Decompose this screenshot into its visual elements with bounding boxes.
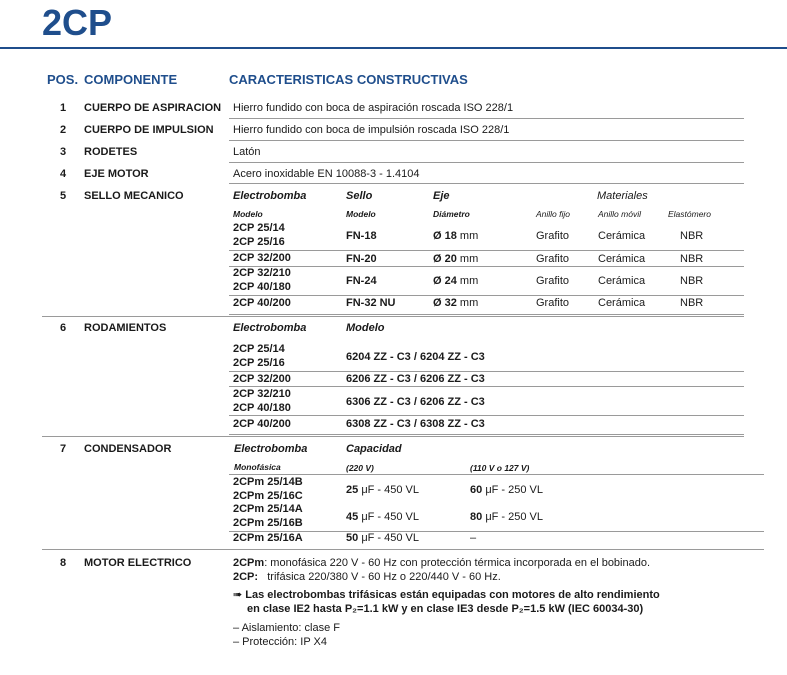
elastomero: NBR <box>680 230 704 242</box>
eje-diameter: Ø 20 <box>433 253 457 265</box>
header-capacidad: Capacidad <box>346 443 402 455</box>
model-name: 2CPm 25/16A <box>233 532 303 544</box>
unit: mm <box>459 230 479 242</box>
elastomero: NBR <box>680 275 704 287</box>
component-name: MOTOR ELECTRICO <box>84 557 192 569</box>
section-divider <box>229 314 744 315</box>
proteccion: – Protección: IP X4 <box>233 636 327 648</box>
row-divider <box>229 162 744 163</box>
motor-monofasica-line <box>233 557 650 569</box>
capacitance-220v: 25 <box>346 484 359 496</box>
capacitance-110v: – <box>470 532 477 544</box>
subheader-anillo-fijo: Anillo fijo <box>536 209 571 219</box>
subheader-elastomero: Elastómero <box>668 209 711 219</box>
header-electrobomba: Electrobomba <box>233 322 307 334</box>
bearing-model: 6308 ZZ - C3 / 6308 ZZ - C3 <box>346 418 485 430</box>
model-name: 2CP 40/200 <box>233 418 291 430</box>
sello-model: FN-24 <box>346 275 377 287</box>
row-number: 5 <box>60 190 67 202</box>
motor-trifasica-line <box>233 571 501 583</box>
unit: mm <box>459 253 479 265</box>
model-name: 2CPm 25/16B <box>233 517 303 529</box>
unit: μF - 450 VL <box>361 484 420 496</box>
header-materiales: Materiales <box>597 190 648 202</box>
subheader-monofasica: Monofásica <box>234 462 281 472</box>
model-name: 2CP 25/16 <box>233 357 285 369</box>
aislamiento: – Aislamiento: clase F <box>233 622 340 634</box>
subheader-modelo: Modelo <box>233 209 263 219</box>
row-number: 8 <box>60 557 67 569</box>
eje-diameter: Ø 32 <box>433 297 457 309</box>
model-name: 2CPm 25/16C <box>233 490 303 502</box>
model-name: 2CP 25/16 <box>233 236 285 248</box>
arrow-icon: ➠ <box>233 589 243 601</box>
row-number: 1 <box>60 102 67 114</box>
component-name: SELLO MECANICO <box>84 190 184 202</box>
unit: μF - 450 VL <box>361 532 420 544</box>
row-number: 3 <box>60 146 67 158</box>
section-divider <box>229 434 744 435</box>
header-sello: Sello <box>346 190 373 202</box>
anillo-movil: Cerámica <box>598 230 646 242</box>
motor-description: : monofásica 220 V - 60 Hz con protección térmica incorporada en el bobinado. <box>264 557 651 569</box>
section-divider <box>42 549 764 550</box>
component-name: EJE MOTOR <box>84 168 149 180</box>
row-divider <box>229 371 744 372</box>
row-divider <box>229 415 744 416</box>
anillo-fijo: Grafito <box>536 275 570 287</box>
component-name: CUERPO DE ASPIRACION <box>84 102 222 114</box>
subheader-diametro: Diámetro <box>433 209 470 219</box>
motor-note <box>233 588 660 602</box>
row-number: 4 <box>60 168 67 180</box>
capacitance-110v: 80 <box>470 511 483 523</box>
component-value: Hierro fundido con boca de aspiración roscada ISO 228/1 <box>233 102 514 114</box>
header-electrobomba: Electrobomba <box>234 443 308 455</box>
header-pos: POS. <box>47 72 79 87</box>
sello-model: FN-20 <box>346 253 377 265</box>
motor-type-label: 2CP: <box>233 571 259 583</box>
component-name: CONDENSADOR <box>84 443 172 455</box>
bearing-model: 6204 ZZ - C3 / 6204 ZZ - C3 <box>346 351 485 363</box>
row-divider <box>229 183 744 184</box>
component-name: RODAMIENTOS <box>84 322 167 334</box>
component-value: Hierro fundido con boca de impulsión roscada ISO 228/1 <box>233 124 510 136</box>
row-divider <box>229 250 744 251</box>
capacitance-110v: 60 <box>470 484 483 496</box>
elastomero: NBR <box>680 297 704 309</box>
anillo-fijo: Grafito <box>536 297 570 309</box>
unit: μF - 250 VL <box>485 511 544 523</box>
capacitance-220v: 50 <box>346 532 359 544</box>
subheader-110v: (110 V o 127 V) <box>470 463 530 473</box>
header-modelo: Modelo <box>346 322 385 334</box>
row-number: 2 <box>60 124 67 136</box>
row-divider <box>229 118 744 119</box>
row-divider <box>229 386 744 387</box>
sello-model: FN-18 <box>346 230 377 242</box>
unit: μF - 250 VL <box>485 484 544 496</box>
motor-type-label: 2CPm <box>233 557 265 569</box>
unit: mm <box>459 275 479 287</box>
unit: mm <box>459 297 479 309</box>
note-line: Las electrobombas trifásicas están equipadas con motores de alto rendimiento <box>245 589 660 601</box>
anillo-movil: Cerámica <box>598 297 646 309</box>
capacitance-220v: 45 <box>346 511 359 523</box>
section-divider <box>42 436 744 437</box>
unit: μF - 450 VL <box>361 511 420 523</box>
component-value: Latón <box>233 146 261 158</box>
header-componente: COMPONENTE <box>84 72 178 87</box>
model-name: 2CP 25/14 <box>233 343 285 355</box>
model-name: 2CP 32/200 <box>233 373 291 385</box>
subheader-anillo-movil: Anillo móvil <box>598 209 641 219</box>
page-title: 2CP <box>42 2 113 43</box>
anillo-movil: Cerámica <box>598 253 646 265</box>
bearing-model: 6306 ZZ - C3 / 6206 ZZ - C3 <box>346 396 485 408</box>
model-name: 2CP 32/210 <box>233 388 291 400</box>
row-divider <box>229 531 764 532</box>
row-number: 7 <box>60 443 67 455</box>
header-electrobomba: Electrobomba <box>233 190 307 202</box>
row-divider <box>229 295 744 296</box>
component-name: CUERPO DE IMPULSION <box>84 124 214 136</box>
anillo-fijo: Grafito <box>536 230 570 242</box>
model-name: 2CPm 25/14B <box>233 476 303 488</box>
bearing-model: 6206 ZZ - C3 / 6206 ZZ - C3 <box>346 373 485 385</box>
row-divider <box>229 140 744 141</box>
sello-model: FN-32 NU <box>346 297 396 309</box>
row-divider <box>229 266 744 267</box>
title-divider <box>0 47 787 49</box>
section-divider <box>42 316 744 317</box>
model-name: 2CP 40/180 <box>233 402 291 414</box>
anillo-movil: Cerámica <box>598 275 646 287</box>
row-divider <box>229 474 764 475</box>
subheader-220v: (220 V) <box>346 463 374 473</box>
model-name: 2CP 32/200 <box>233 252 291 264</box>
row-number: 6 <box>60 322 67 334</box>
header-eje: Eje <box>433 190 450 202</box>
model-name: 2CP 40/180 <box>233 281 291 293</box>
note-line: en clase IE2 hasta P₂=1.1 kW y en clase IE3 desde P₂=1.5 kW (IEC 60034-30) <box>247 603 644 615</box>
model-name: 2CP 40/200 <box>233 297 291 309</box>
model-name: 2CP 32/210 <box>233 267 291 279</box>
eje-diameter: Ø 24 <box>433 275 457 287</box>
anillo-fijo: Grafito <box>536 253 570 265</box>
elastomero: NBR <box>680 253 704 265</box>
component-name: RODETES <box>84 146 138 158</box>
component-value: Acero inoxidable EN 10088-3 - 1.4104 <box>233 168 420 180</box>
model-name: 2CP 25/14 <box>233 222 285 234</box>
eje-diameter: Ø 18 <box>433 230 457 242</box>
subheader-modelo: Modelo <box>346 209 376 219</box>
motor-description: trifásica 220/380 V - 60 Hz o 220/440 V - 60 Hz. <box>267 571 501 583</box>
header-caracteristicas: CARACTERISTICAS CONSTRUCTIVAS <box>229 72 468 87</box>
model-name: 2CPm 25/14A <box>233 503 303 515</box>
